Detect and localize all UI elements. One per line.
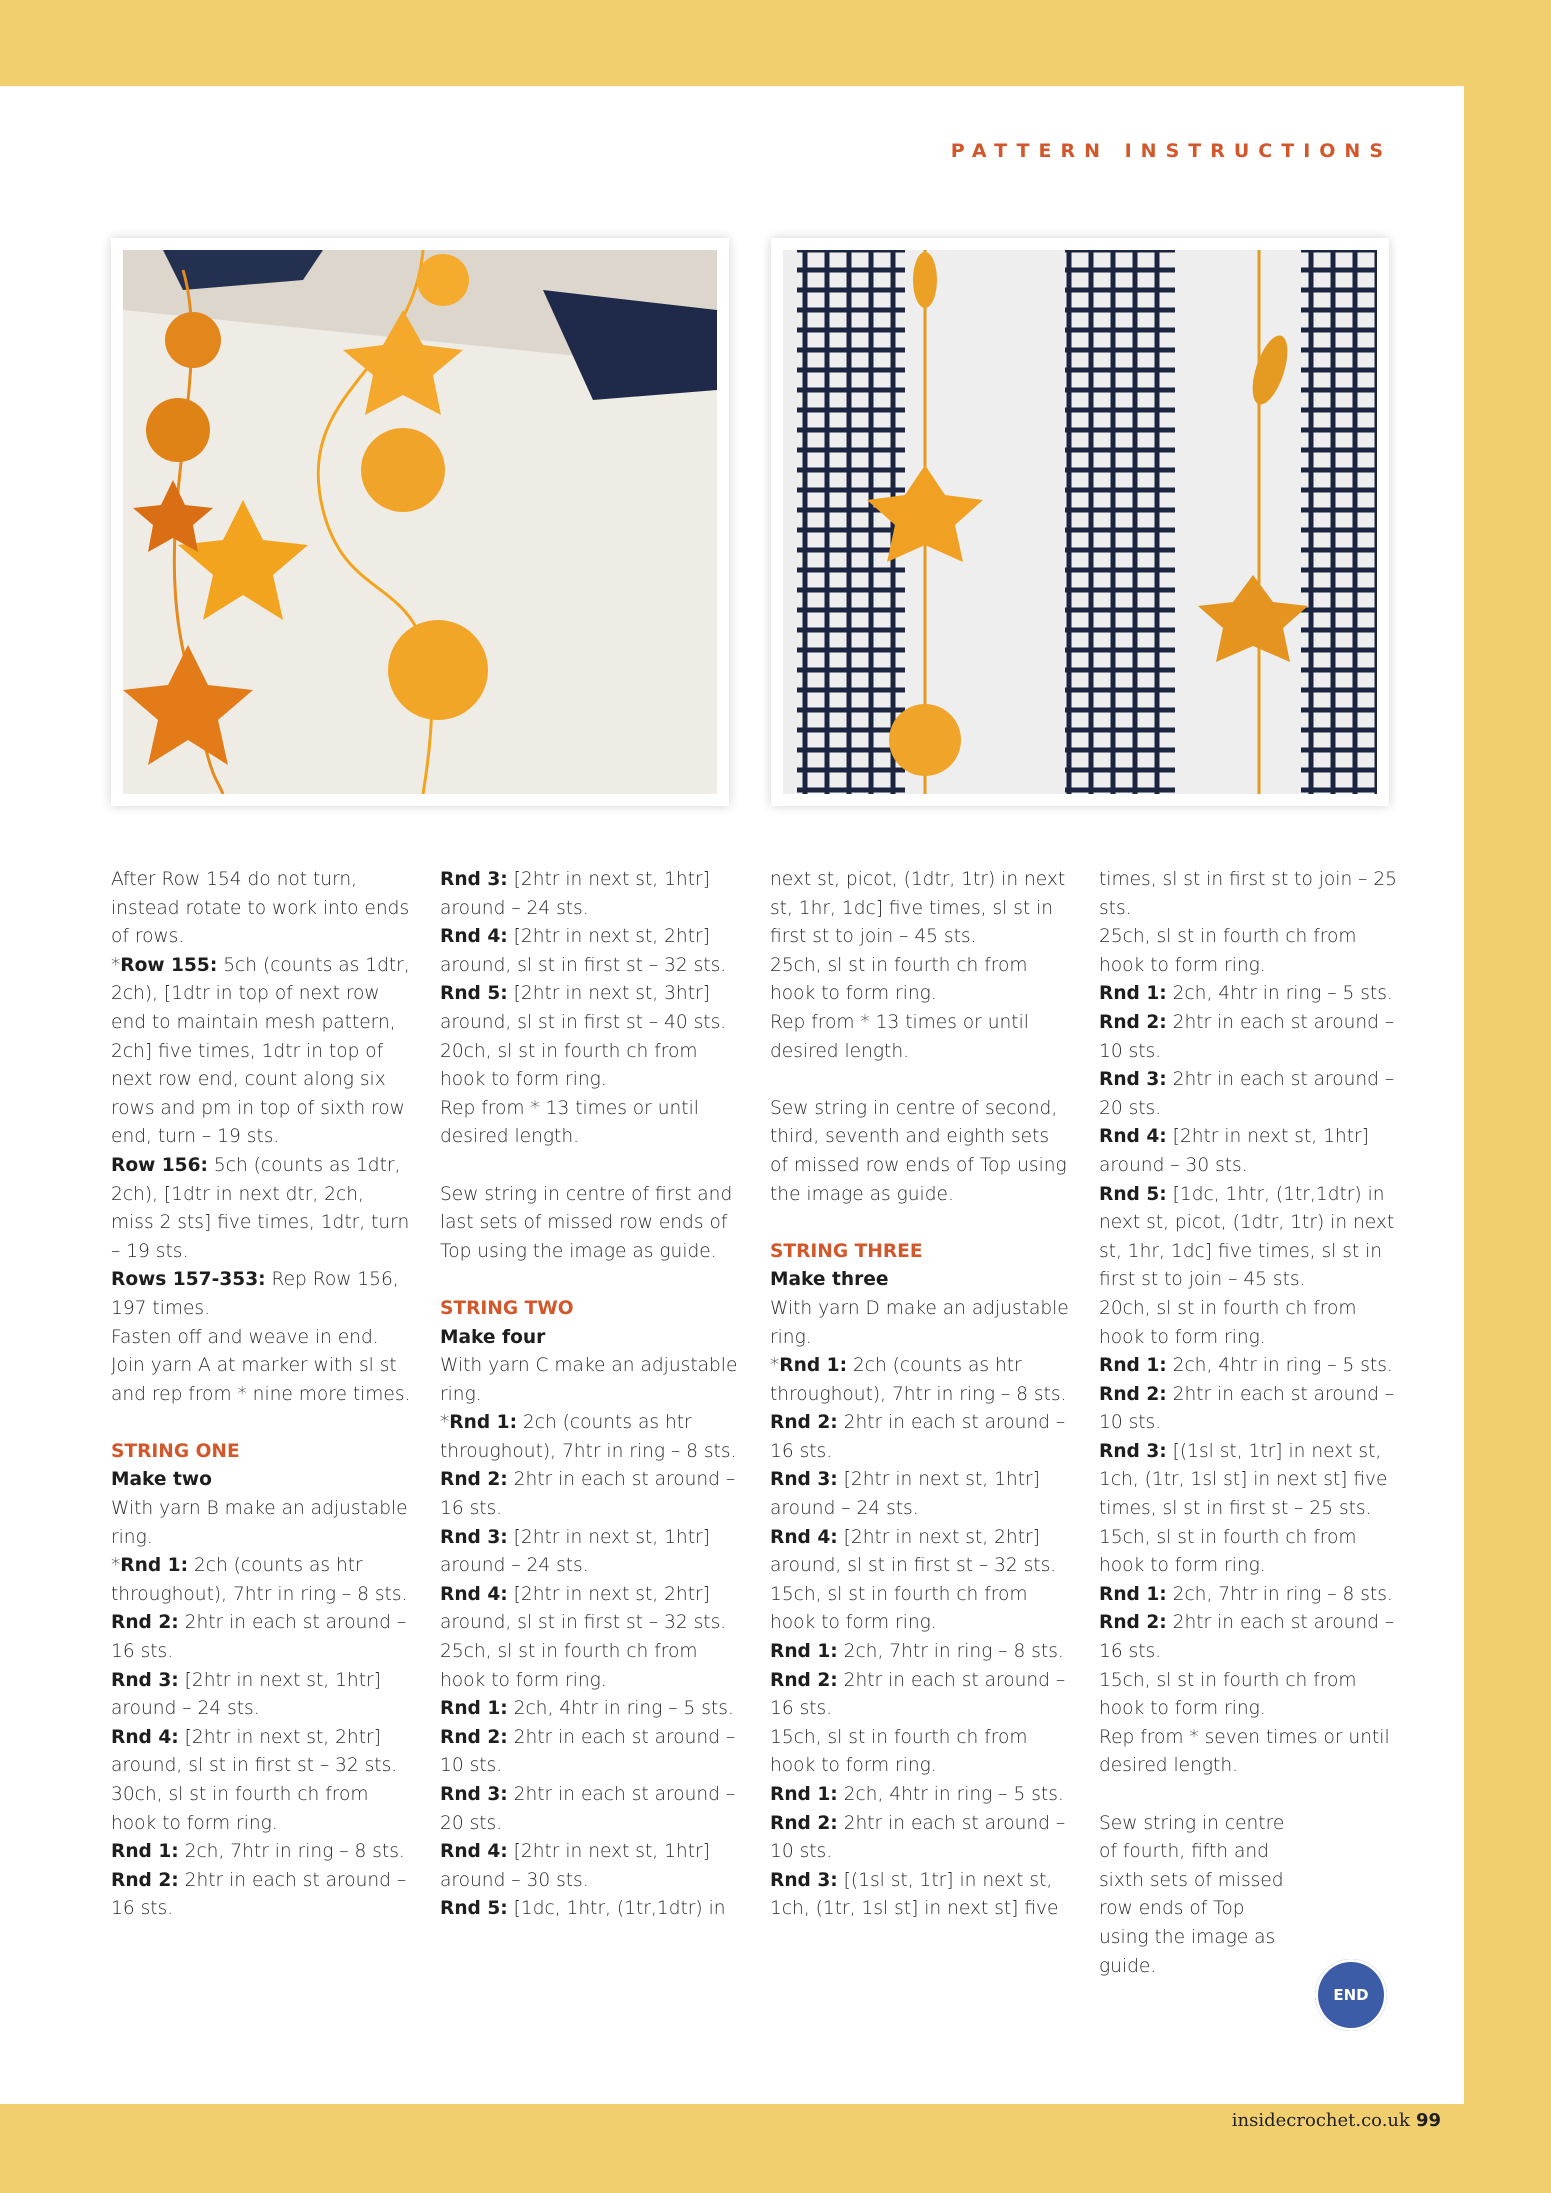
instruction-text: * <box>111 954 121 976</box>
instruction-label: Rnd 3: <box>770 1869 838 1891</box>
instruction-text: [2htr in next st, 1htr] around – 24 sts. <box>111 1669 381 1720</box>
instruction-paragraph <box>111 1667 411 1724</box>
instruction-text: next st, picot, (1dtr, 1tr) in next st, 1hr, 1dc] five times, sl st in first st to join – 45 sts. <box>770 869 1066 948</box>
instruction-text: 2ch (counts as htr throughout), 7htr in ring – 8 sts. <box>111 1555 408 1605</box>
instruction-label: Rnd 4: <box>1099 1126 1167 1148</box>
instruction-text: Fasten off and weave in end. <box>111 1326 379 1348</box>
instruction-label: Rnd 1: <box>449 1412 518 1434</box>
instruction-paragraph <box>111 1724 411 1781</box>
instruction-text: After Row 154 do not turn, instead rotate to work into ends of rows. <box>111 869 410 948</box>
instruction-paragraph <box>111 1609 411 1666</box>
instruction-label: Rows 157-353: <box>111 1269 266 1291</box>
instruction-label: Rnd 1: <box>120 1555 189 1577</box>
instruction-paragraph <box>1099 866 1399 923</box>
instruction-paragraph <box>1099 1438 1399 1524</box>
end-badge: END <box>1315 1959 1387 2031</box>
instruction-text: 2ch, 4htr in ring – 5 sts. <box>1166 1355 1393 1377</box>
instruction-paragraph <box>1099 1667 1399 1724</box>
crochet-stars-image <box>123 250 717 794</box>
instruction-text: With yarn B make an adjustable ring. <box>111 1498 408 1548</box>
instruction-text: 2htr in each st around – 10 sts. <box>440 1726 736 1777</box>
instruction-paragraph <box>440 1409 740 1466</box>
instruction-text: Rep Row 156, 197 times. <box>111 1269 399 1319</box>
instruction-paragraph <box>111 1867 411 1924</box>
instruction-paragraph <box>1099 1123 1399 1180</box>
instruction-paragraph <box>440 1781 740 1838</box>
instruction-paragraph <box>111 1352 411 1409</box>
instruction-label: Rnd 4: <box>111 1726 179 1748</box>
instruction-paragraph <box>440 1181 740 1267</box>
instruction-text: [2htr in next st, 1htr] around – 24 sts. <box>440 869 710 919</box>
instruction-paragraph <box>440 1695 740 1724</box>
instruction-text: * <box>111 1555 121 1577</box>
instruction-text: 2ch, 7htr in ring – 8 sts. <box>837 1641 1064 1663</box>
instruction-text: Join yarn A at marker with sl st and rep from * nine more times. <box>111 1355 411 1405</box>
instruction-label: Rnd 2: <box>770 1812 838 1834</box>
instruction-text: Sew string in centre of second, third, seventh and eighth sets of missed row ends of Top using the image as guide. <box>770 1097 1067 1205</box>
photo-right <box>771 238 1389 806</box>
instruction-text: Sew string in centre of first and last sets of missed row ends of Top using the image as guide. <box>440 1183 733 1262</box>
instruction-paragraph <box>440 1638 740 1695</box>
photo-left <box>111 238 729 806</box>
instruction-paragraph <box>770 1295 1070 1352</box>
instruction-text: [2htr in next st, 1htr] around – 30 sts. <box>440 1841 710 1891</box>
instruction-paragraph <box>770 1266 1070 1295</box>
page-number: 99 <box>1415 2110 1441 2131</box>
instruction-text: 2htr in each st around – 16 sts. <box>111 1612 407 1663</box>
paragraph-gap <box>440 1266 740 1295</box>
instruction-label: Rnd 4: <box>440 926 508 948</box>
instruction-text: Rep from * 13 times or until desired length. <box>440 1097 699 1148</box>
instruction-text: 2htr in each st around – 16 sts. <box>111 1869 407 1920</box>
instruction-text: 2htr in each st around – 16 sts. <box>770 1412 1066 1462</box>
text-column-1 <box>111 866 411 1924</box>
instruction-label: Rnd 1: <box>1099 983 1167 1005</box>
instruction-label: Make two <box>111 1469 212 1491</box>
instruction-text: 2htr in each st around – 10 sts. <box>1099 1383 1395 1434</box>
instruction-paragraph <box>770 1867 1070 1924</box>
instruction-label: Rnd 1: <box>1099 1355 1167 1377</box>
instruction-text: 15ch, sl st in fourth ch from hook to form ring. <box>1099 1669 1357 1720</box>
instruction-paragraph <box>440 1524 740 1581</box>
instruction-label: Make three <box>770 1269 889 1291</box>
instruction-paragraph <box>770 1524 1070 1581</box>
instruction-text: [2htr in next st, 1htr] around – 30 sts. <box>1099 1126 1369 1176</box>
instruction-label: Rnd 5: <box>1099 1183 1167 1205</box>
instruction-label: Rnd 2: <box>1099 1011 1167 1033</box>
instruction-text: [2htr in next st, 2htr] around, sl st in first st – 32 sts. <box>440 1583 727 1634</box>
instruction-label: Rnd 5: <box>440 1898 508 1920</box>
instruction-paragraph <box>770 1095 1070 1209</box>
instruction-paragraph <box>770 1810 1070 1867</box>
instruction-text: 15ch, sl st in fourth ch from hook to form ring. <box>770 1583 1028 1634</box>
instruction-paragraph <box>1099 923 1399 980</box>
crochet-mesh-image <box>783 250 1377 794</box>
instruction-paragraph <box>1099 1609 1399 1666</box>
instruction-text: 30ch, sl st in fourth ch from hook to form ring. <box>111 1784 369 1834</box>
instruction-label: Rnd 3: <box>111 1669 179 1691</box>
page-footer <box>1232 2110 1441 2131</box>
instruction-text: 20ch, sl st in fourth ch from hook to form ring. <box>1099 1297 1357 1348</box>
footer-site: insidecrochet.co.uk <box>1231 2110 1410 2131</box>
instruction-paragraph <box>1099 1724 1399 1781</box>
instruction-label: Rnd 2: <box>770 1669 838 1691</box>
instruction-paragraph <box>1099 1581 1399 1610</box>
section-label: PATTERN INSTRUCTIONS <box>950 140 1392 162</box>
instruction-paragraph <box>440 1324 740 1353</box>
section-heading: STRING THREE <box>770 1240 923 1262</box>
instruction-text: * <box>440 1412 450 1434</box>
instruction-paragraph <box>111 1495 411 1552</box>
instruction-text: [(1sl st, 1tr] in next st, 1ch, (1tr, 1sl st] in next st] five <box>770 1869 1059 1920</box>
instruction-label: Rnd 4: <box>440 1841 508 1863</box>
instruction-text: [1dc, 1htr, (1tr,1dtr) in <box>507 1898 726 1920</box>
instruction-label: Rnd 3: <box>440 869 508 890</box>
instruction-text: 5ch (counts as 1dtr, 2ch), [1dtr in next dtr, 2ch, miss 2 sts] five times, 1dtr, turn – 19 sts. <box>111 1154 410 1262</box>
instruction-label: Rnd 2: <box>440 1726 508 1748</box>
instruction-label: Rnd 4: <box>440 1583 508 1605</box>
instruction-text: * <box>770 1355 780 1377</box>
instruction-label: Rnd 4: <box>770 1526 838 1548</box>
instruction-paragraph <box>1099 1295 1399 1352</box>
instruction-text: 25ch, sl st in fourth ch from hook to form ring. <box>770 954 1028 1005</box>
instruction-label: Rnd 2: <box>1099 1612 1167 1634</box>
instruction-text: 2htr in each st around – 20 sts. <box>440 1784 736 1834</box>
instruction-text: 15ch, sl st in fourth ch from hook to form ring. <box>770 1726 1028 1777</box>
instruction-label: Rnd 1: <box>1099 1583 1167 1605</box>
instruction-paragraph <box>111 1838 411 1867</box>
instruction-text: 2htr in each st around – 16 sts. <box>1099 1612 1395 1663</box>
paragraph-gap <box>1099 1781 1399 1810</box>
instruction-label: Make four <box>440 1326 546 1348</box>
instruction-label: Rnd 1: <box>770 1641 838 1663</box>
section-heading: STRING TWO <box>440 1297 574 1319</box>
instruction-label: Row 155: <box>120 954 218 976</box>
instruction-label: Rnd 1: <box>770 1784 838 1805</box>
instruction-paragraph <box>770 1781 1070 1810</box>
instruction-paragraph <box>440 1095 740 1152</box>
instruction-paragraph <box>1099 1524 1399 1581</box>
instruction-text: 2htr in each st around – 20 sts. <box>1099 1069 1395 1119</box>
instruction-text: 2htr in each st around – 16 sts. <box>440 1469 736 1520</box>
instruction-paragraph <box>1099 1009 1399 1066</box>
instruction-text: 2ch, 4htr in ring – 5 sts. <box>507 1698 734 1720</box>
instruction-text: [(1sl st, 1tr] in next st, 1ch, (1tr, 1sl st] in next st] five times, sl st in first st – 25 sts. <box>1099 1440 1388 1520</box>
instruction-label: Rnd 3: <box>1099 1440 1167 1462</box>
instruction-text: 25ch, sl st in fourth ch from hook to form ring. <box>1099 926 1357 976</box>
instruction-text: times, sl st in first st to join – 25 sts. <box>1099 869 1398 919</box>
instruction-text: 2htr in each st around – 16 sts. <box>770 1669 1066 1720</box>
instruction-paragraph <box>770 1667 1070 1724</box>
instruction-label: Rnd 1: <box>111 1841 179 1863</box>
paragraph-gap <box>440 1152 740 1181</box>
instruction-label: Rnd 2: <box>1099 1383 1167 1405</box>
instruction-paragraph <box>440 923 740 980</box>
instruction-label: Rnd 1: <box>779 1355 848 1377</box>
instruction-paragraph <box>1099 980 1399 1009</box>
instruction-label: Rnd 3: <box>770 1469 838 1491</box>
instruction-paragraph <box>440 1466 740 1523</box>
instruction-text: Sew string in centre of fourth, fifth and sixth sets of missed row ends of Top using the image as guide. <box>1099 1812 1285 1977</box>
instruction-text: 5ch (counts as 1dtr, 2ch), [1dtr in top of next row end to maintain mesh pattern, 2ch] five times, 1dtr in top of next row end, count along six rows and pm in top of sixth row end, turn – 19 sts. <box>111 954 410 1148</box>
instruction-paragraph <box>770 1466 1070 1523</box>
instruction-text: [2htr in next st, 2htr] around, sl st in first st – 32 sts. <box>111 1726 398 1777</box>
instruction-label: Rnd 5: <box>440 983 508 1005</box>
instruction-text: 2ch, 7htr in ring – 8 sts. <box>178 1841 405 1863</box>
instruction-text: [1dc, 1htr, (1tr,1dtr) in next st, picot, (1dtr, 1tr) in next st, 1hr, 1dc] five times, sl st in first st to join – 45 sts. <box>1099 1183 1395 1291</box>
instruction-paragraph <box>440 1838 740 1895</box>
instruction-paragraph <box>440 866 740 923</box>
text-column-2 <box>440 866 740 1924</box>
text-column-4 <box>1099 866 1399 1981</box>
instruction-paragraph <box>440 1352 740 1409</box>
instruction-paragraph <box>111 952 411 1152</box>
instruction-paragraph <box>770 1724 1070 1781</box>
instruction-text: Rep from * seven times or until desired length. <box>1099 1726 1390 1777</box>
instruction-text: [2htr in next st, 2htr] around, sl st in first st – 32 sts. <box>440 926 727 976</box>
instruction-label: Rnd 3: <box>440 1526 508 1548</box>
instruction-text: [2htr in next st, 2htr] around, sl st in first st – 32 sts. <box>770 1526 1057 1577</box>
instruction-paragraph <box>770 1638 1070 1667</box>
instruction-text: 2htr in each st around – 10 sts. <box>1099 1011 1395 1062</box>
instruction-paragraph <box>111 1466 411 1495</box>
instruction-paragraph <box>111 866 411 952</box>
instruction-paragraph <box>111 1152 411 1266</box>
instruction-paragraph <box>1099 1181 1399 1295</box>
instruction-label: Rnd 2: <box>111 1612 179 1634</box>
instruction-paragraph <box>770 1009 1070 1066</box>
instruction-paragraph <box>1099 1810 1299 1982</box>
instruction-text: 2htr in each st around – 10 sts. <box>770 1812 1066 1863</box>
instruction-text: 15ch, sl st in fourth ch from hook to form ring. <box>1099 1526 1357 1577</box>
instruction-paragraph <box>111 1324 411 1353</box>
instruction-paragraph <box>440 1724 740 1781</box>
instruction-label: Row 156: <box>111 1154 208 1176</box>
instruction-text: 25ch, sl st in fourth ch from hook to form ring. <box>440 1641 698 1691</box>
instruction-label: Rnd 1: <box>440 1698 508 1720</box>
instruction-paragraph <box>440 1038 740 1095</box>
instruction-paragraph <box>770 866 1070 952</box>
instruction-paragraph <box>770 952 1070 1009</box>
instruction-label: Rnd 2: <box>440 1469 508 1491</box>
instruction-label: Rnd 2: <box>770 1412 838 1434</box>
instruction-paragraph <box>770 1352 1070 1409</box>
instruction-paragraph <box>111 1552 411 1609</box>
instruction-paragraph <box>770 1581 1070 1638</box>
instruction-text: [2htr in next st, 1htr] around – 24 sts. <box>770 1469 1040 1520</box>
instruction-paragraph <box>440 1895 740 1924</box>
instruction-text: 2ch, 4htr in ring – 5 sts. <box>1166 983 1393 1005</box>
instruction-paragraph <box>1099 1352 1399 1381</box>
instruction-text: 2ch, 7htr in ring – 8 sts. <box>1166 1583 1393 1605</box>
instruction-text: [2htr in next st, 1htr] around – 24 sts. <box>440 1526 710 1577</box>
instruction-text: Rep from * 13 times or until desired length. <box>770 1011 1029 1062</box>
instruction-paragraph <box>111 1266 411 1323</box>
instruction-text: With yarn C make an adjustable ring. <box>440 1355 738 1405</box>
instruction-text: 2ch, 4htr in ring – 5 sts. <box>837 1784 1064 1805</box>
instruction-paragraph <box>1099 1066 1399 1123</box>
instruction-label: Rnd 3: <box>1099 1069 1167 1091</box>
paragraph-gap <box>770 1066 1070 1095</box>
instruction-label: Rnd 3: <box>440 1784 508 1805</box>
paragraph-gap <box>111 1409 411 1438</box>
instruction-text: With yarn D make an adjustable ring. <box>770 1297 1069 1348</box>
instruction-paragraph <box>770 1409 1070 1466</box>
instruction-text: [2htr in next st, 3htr] around, sl st in first st – 40 sts. <box>440 983 727 1033</box>
instruction-label: Rnd 2: <box>111 1869 179 1891</box>
instruction-paragraph <box>440 980 740 1037</box>
instruction-paragraph <box>1099 1381 1399 1438</box>
paragraph-gap <box>770 1209 1070 1238</box>
text-column-3 <box>770 866 1070 1924</box>
instruction-paragraph <box>440 1581 740 1638</box>
instruction-paragraph <box>111 1781 411 1838</box>
section-heading: STRING ONE <box>111 1440 240 1462</box>
instruction-text: 20ch, sl st in fourth ch from hook to form ring. <box>440 1040 698 1091</box>
instruction-text: 2ch (counts as htr throughout), 7htr in ring – 8 sts. <box>770 1355 1067 1405</box>
instruction-text: 2ch (counts as htr throughout), 7htr in ring – 8 sts. <box>440 1412 737 1462</box>
